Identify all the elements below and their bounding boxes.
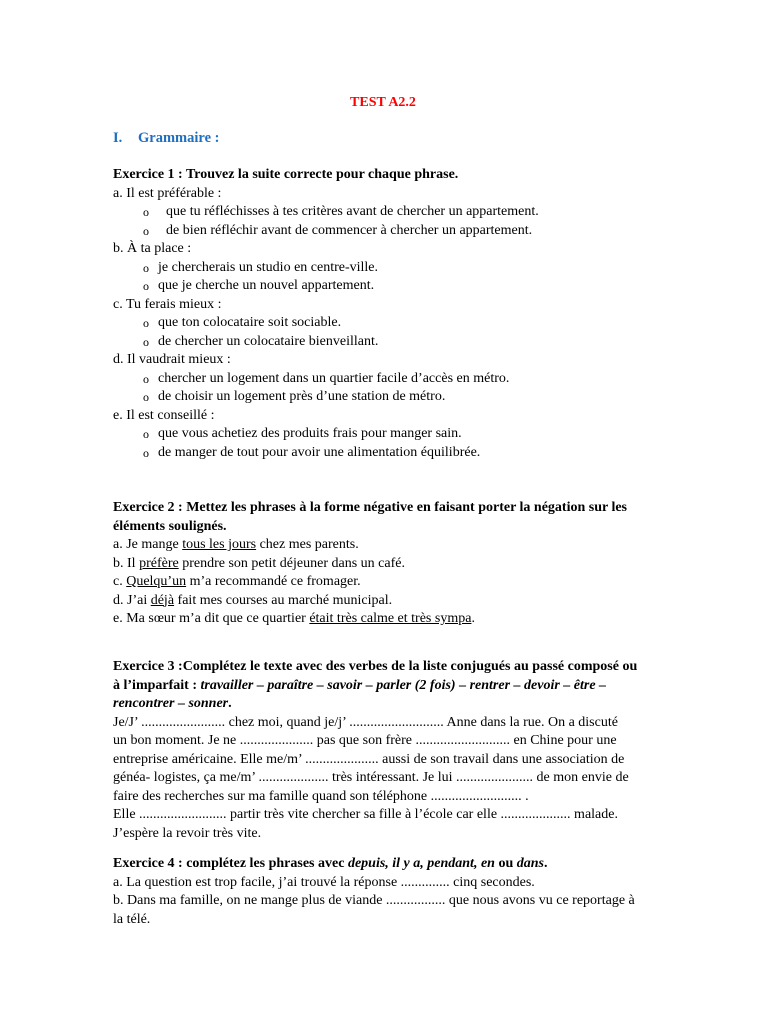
- exercise-1-option: o je chercherais un studio en centre-ville.: [113, 259, 683, 278]
- underlined-element: Quelqu’un: [126, 574, 187, 589]
- section-label: Grammaire :: [138, 130, 220, 146]
- exercise-2: [113, 499, 683, 629]
- verb-list-end: rencontrer – sonner: [113, 696, 229, 711]
- exercise-1-heading: Exercice 1 : Trouvez la suite correcte pour chaque phrase.: [113, 167, 459, 182]
- exercise-3-text-line: Elle ......................... partir très vite chercher sa fille à l’école car elle .................... malade.: [113, 807, 618, 822]
- exercise-1-option: o que vous achetiez des produits frais pour manger sain.: [113, 425, 683, 444]
- exercise-1-prompt-a: a. Il est préférable :: [113, 185, 222, 201]
- exercise-4-sentence-b-line-1: b. Dans ma famille, on ne mange plus de viande ................. que nous avons vu ce reportage à: [113, 893, 635, 908]
- bullet-icon: o: [143, 427, 149, 441]
- exercise-3-heading-line-2: à l’imparfait : travailler – paraître – savoir – parler (2 fois) – rentrer – devoir – être –: [113, 677, 607, 693]
- exercise-3-text-line: généa- logistes, ça me/m’ .................... très intéressant. Je lui ...................... de mon envie de: [113, 770, 629, 785]
- bullet-icon: o: [143, 390, 149, 404]
- exercise-3-text-line: entreprise américaine. Elle me/m’ ..................... aussi de son travail dans une association de: [113, 751, 625, 767]
- exercise-1-option: o que tu réfléchisses à tes critères avant de chercher un appartement.: [113, 203, 683, 222]
- exercise-1-option: o chercher un logement dans un quartier facile d’accès en métro.: [113, 370, 683, 389]
- verb-list: travailler – paraître – savoir – parler (2 fois) – rentrer – devoir – être –: [200, 677, 607, 693]
- exercise-2-heading-line-1: Exercice 2 : Mettez les phrases à la forme négative en faisant porter la négation sur les: [113, 500, 628, 515]
- section-number: I.: [113, 130, 123, 146]
- exercise-2-sentence-d: d. J’ai déjà fait mes courses au marché municipal.: [113, 592, 393, 608]
- test-title: TEST A2.2: [350, 95, 416, 110]
- exercise-4: [113, 855, 683, 929]
- underlined-element: déjà: [150, 592, 175, 608]
- exercise-1-prompt-b: b. À ta place :: [113, 241, 192, 256]
- bullet-icon: o: [143, 334, 149, 349]
- bullet-icon: o: [143, 205, 149, 219]
- exercise-1-option: o que ton colocataire soit sociable.: [113, 314, 683, 333]
- bullet-icon: o: [143, 260, 149, 275]
- exercise-3-text-line: Je/J’ ........................ chez moi, quand je/j’ ........................... Anne dans la rue. On a discuté: [113, 714, 618, 730]
- exercise-1-option: o que je cherche un nouvel appartement.: [113, 277, 683, 296]
- exercise-3: [113, 658, 683, 843]
- bullet-icon: o: [143, 445, 149, 460]
- exercise-2-sentence-e: e. Ma sœur m’a dit que ce quartier était très calme et très sympa.: [113, 611, 475, 626]
- exercise-3-heading-line-3: rencontrer – sonner.: [113, 696, 232, 711]
- exercise-3-heading-line-1: Exercice 3 :Complétez le texte avec des verbes de la liste conjugués au passé composé ou: [113, 659, 638, 674]
- exercise-4-sentence-a: a. La question est trop facile, j’ai trouvé la réponse .............. cinq secondes.: [113, 874, 535, 890]
- exercise-1: [113, 166, 683, 462]
- exercise-1-prompt-c: c. Tu ferais mieux :: [113, 296, 222, 312]
- exercise-1-option: o de bien réfléchir avant de commencer à chercher un appartement.: [113, 222, 683, 241]
- exercise-1-option: o de chercher un colocataire bienveillant.: [113, 333, 683, 352]
- exercise-1-option: o de choisir un logement près d’une station de métro.: [113, 388, 683, 407]
- exercise-3-text-line: faire des recherches sur ma famille quand son téléphone .......................... .: [113, 788, 529, 804]
- exercise-1-option: o de manger de tout pour avoir une alimentation équilibrée.: [113, 444, 683, 463]
- exercise-2-sentence-b: b. Il préfère prendre son petit déjeuner dans un café.: [113, 555, 405, 571]
- exercise-1-prompt-e: e. Il est conseillé :: [113, 407, 215, 423]
- bullet-icon: o: [143, 279, 149, 293]
- bullet-icon: o: [143, 371, 149, 386]
- underlined-element: préfère: [139, 555, 179, 571]
- exercise-2-sentence-c: c. Quelqu’un m’a recommandé ce fromager.: [113, 574, 361, 589]
- exercise-2-sentence-a: a. Je mange tous les jours chez mes parents.: [113, 537, 359, 552]
- exercise-3-text-line: J’espère la revoir très vite.: [113, 825, 262, 841]
- exercise-4-sentence-b-line-2: la télé.: [113, 911, 151, 927]
- exercise-1-prompt-d: d. Il vaudrait mieux :: [113, 352, 231, 367]
- exercise-4-heading: Exercice 4 : complétez les phrases avec depuis, il y a, pendant, en ou dans.: [113, 856, 548, 871]
- underlined-element: tous les jours: [182, 537, 257, 552]
- exercise-3-text-line: un bon moment. Je ne ..................... pas que son frère ........................... en Chine pour une: [113, 733, 617, 748]
- underlined-element: était très calme et très sympa: [309, 611, 472, 626]
- bullet-icon: o: [143, 223, 149, 238]
- section-heading: [113, 129, 219, 148]
- exercise-2-heading-line-2: éléments soulignés.: [113, 518, 227, 534]
- bullet-icon: o: [143, 316, 149, 330]
